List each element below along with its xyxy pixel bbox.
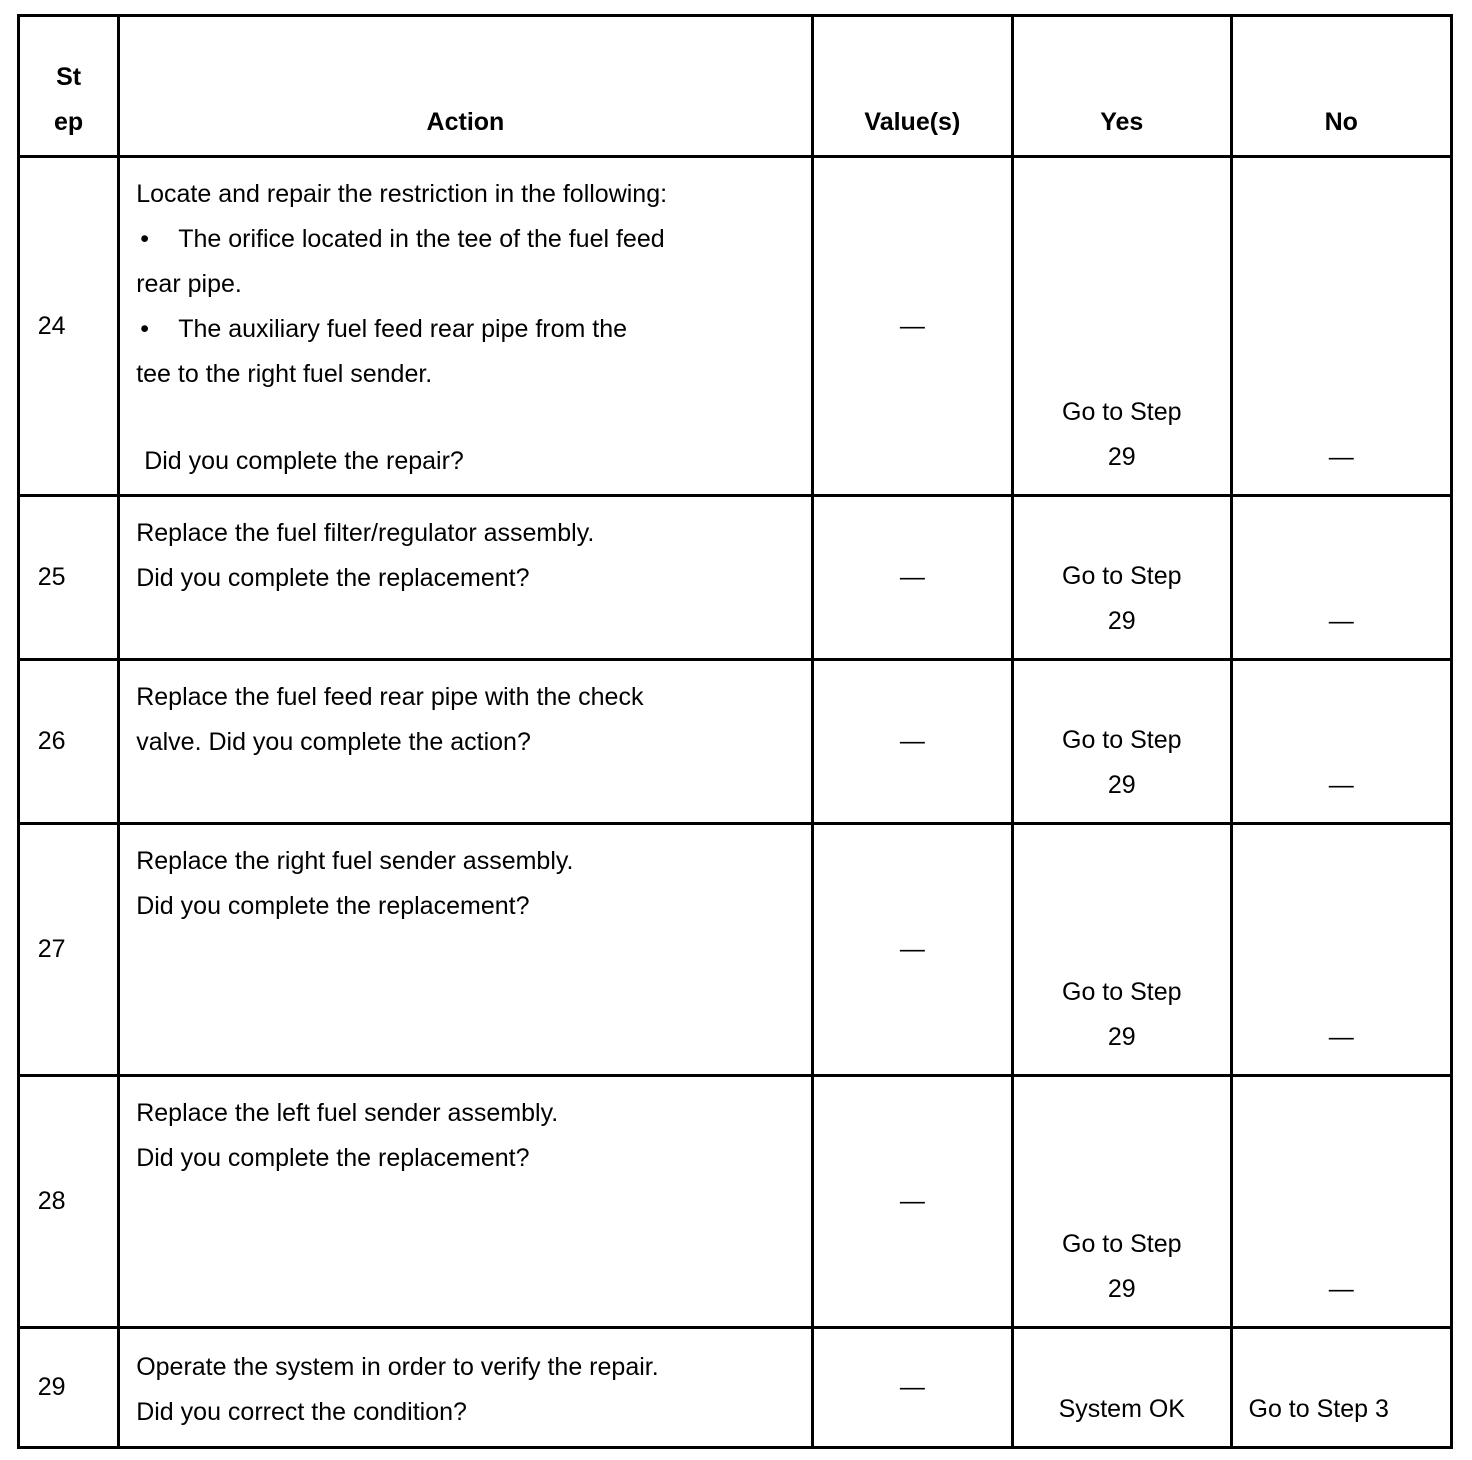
no-cell: — bbox=[1231, 660, 1452, 824]
action-line1: Operate the system in order to verify the repair. bbox=[136, 1353, 659, 1381]
yes-line1: Go to Step bbox=[1062, 398, 1182, 426]
step-number bbox=[19, 824, 119, 1076]
bullet-item bbox=[136, 217, 810, 262]
bullet-icon: • bbox=[140, 225, 149, 253]
values-cell: — bbox=[812, 1076, 1012, 1328]
no-cell: — bbox=[1231, 157, 1452, 496]
action-cell bbox=[119, 1328, 812, 1448]
header-yes: Yes bbox=[1013, 16, 1231, 157]
header-values: Value(s) bbox=[812, 16, 1012, 157]
step-number bbox=[19, 1076, 119, 1328]
action-line1: Replace the fuel feed rear pipe with the check bbox=[136, 683, 644, 711]
step-number-text: 28 bbox=[37, 1187, 66, 1215]
bullet-text-cont: tee to the right fuel sender. bbox=[136, 360, 433, 388]
table-row bbox=[19, 496, 1452, 660]
values-cell: — bbox=[812, 824, 1012, 1076]
action-line2: valve. Did you complete the action? bbox=[136, 728, 531, 756]
yes-line1: Go to Step bbox=[1062, 726, 1182, 754]
header-step-line1: St bbox=[56, 63, 82, 91]
values-cell: — bbox=[812, 157, 1012, 496]
action-line2: Did you complete the replacement? bbox=[136, 892, 530, 920]
header-step bbox=[19, 16, 119, 157]
step-number-text: 29 bbox=[37, 1373, 66, 1401]
yes-cell bbox=[1013, 660, 1231, 824]
header-step-line2: ep bbox=[54, 108, 84, 136]
step-number-text: 25 bbox=[37, 563, 66, 591]
no-cell: — bbox=[1231, 496, 1452, 660]
yes-cell: System OK bbox=[1013, 1328, 1231, 1448]
action-line1: Replace the fuel filter/regulator assembly. bbox=[136, 519, 595, 547]
action-intro: Locate and repair the restriction in the following: bbox=[136, 180, 668, 208]
action-line2: Did you correct the condition? bbox=[136, 1398, 467, 1426]
step-number bbox=[19, 660, 119, 824]
bullet-text: The auxiliary fuel feed rear pipe from the bbox=[178, 315, 628, 343]
action-line1: Replace the left fuel sender assembly. bbox=[136, 1099, 559, 1127]
no-cell: — bbox=[1231, 824, 1452, 1076]
step-number bbox=[19, 157, 119, 496]
header-no: No bbox=[1231, 16, 1452, 157]
table-row bbox=[19, 1328, 1452, 1448]
step-number-text: 24 bbox=[37, 311, 66, 340]
bullet-icon: • bbox=[140, 315, 149, 343]
step-number-text: 27 bbox=[37, 935, 66, 963]
action-cell bbox=[119, 660, 812, 824]
action-cell bbox=[119, 157, 812, 496]
action-line1: Replace the right fuel sender assembly. bbox=[136, 847, 574, 875]
step-number bbox=[19, 1328, 119, 1448]
yes-line2: 29 bbox=[1107, 443, 1136, 471]
table-row bbox=[19, 660, 1452, 824]
spacer bbox=[136, 397, 810, 439]
table-row bbox=[19, 157, 1452, 496]
yes-line1: Go to Step bbox=[1062, 978, 1182, 1006]
diagnostic-table bbox=[17, 14, 1453, 1449]
action-cell bbox=[119, 1076, 812, 1328]
values-cell: — bbox=[812, 496, 1012, 660]
yes-cell bbox=[1013, 1076, 1231, 1328]
bullet-text: The orifice located in the tee of the fuel feed bbox=[178, 225, 665, 253]
bullet-item bbox=[136, 307, 810, 352]
yes-cell bbox=[1013, 496, 1231, 660]
no-cell: — bbox=[1231, 1076, 1452, 1328]
yes-line1: Go to Step bbox=[1062, 562, 1182, 590]
values-cell: — bbox=[812, 1328, 1012, 1448]
yes-line2: 29 bbox=[1107, 771, 1136, 799]
yes-line1: Go to Step bbox=[1062, 1230, 1182, 1258]
bullet-text-cont: rear pipe. bbox=[136, 270, 242, 298]
table-row bbox=[19, 824, 1452, 1076]
action-line2: Did you complete the replacement? bbox=[136, 564, 530, 592]
yes-cell bbox=[1013, 157, 1231, 496]
values-cell: — bbox=[812, 660, 1012, 824]
action-question: Did you complete the repair? bbox=[144, 447, 464, 475]
table-row bbox=[19, 1076, 1452, 1328]
step-number bbox=[19, 496, 119, 660]
yes-line2: 29 bbox=[1107, 1023, 1136, 1051]
step-number-text: 26 bbox=[37, 727, 66, 755]
no-cell: Go to Step 3 bbox=[1231, 1328, 1452, 1448]
header-row bbox=[19, 16, 1452, 157]
yes-line2: 29 bbox=[1107, 607, 1136, 635]
action-line2: Did you complete the replacement? bbox=[136, 1144, 530, 1172]
action-cell bbox=[119, 824, 812, 1076]
header-action: Action bbox=[119, 16, 812, 157]
action-cell bbox=[119, 496, 812, 660]
yes-cell bbox=[1013, 824, 1231, 1076]
yes-line2: 29 bbox=[1107, 1275, 1136, 1303]
